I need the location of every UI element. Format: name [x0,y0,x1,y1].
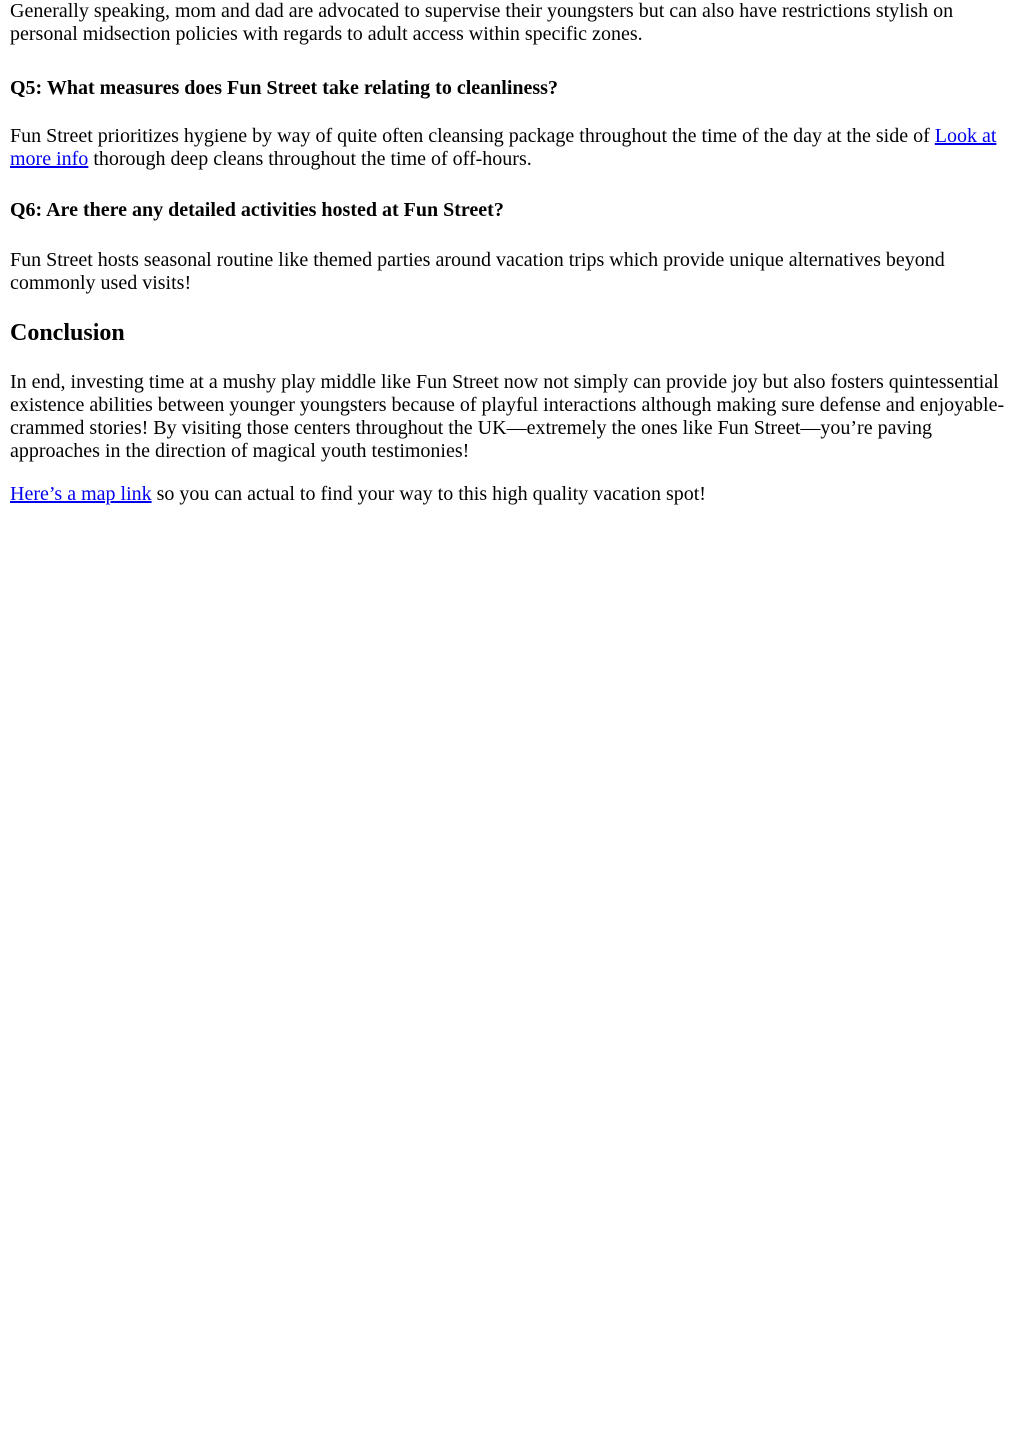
map-link[interactable]: Here’s a map link [10,483,152,505]
faq-answer-q6: Fun Street hosts seasonal routine like themed parties around vacation trips which provide unique alternatives beyond commonly used visits! [10,249,945,294]
faq-answer-q5-text-after: thorough deep cleans throughout the time of off-hours. [88,148,532,170]
look-at-more-info-link[interactable]: Look at more info [10,125,997,170]
map-paragraph [10,483,1014,506]
article-content [0,0,1024,506]
faq-answer-q5 [10,125,1014,171]
map-paragraph-text: so you can actual to find your way to this high quality vacation spot! [151,483,706,505]
conclusion-heading: Conclusion [10,320,125,346]
intro-paragraph: Generally speaking, mom and dad are advocated to supervise their youngsters but can also have restrictions stylish on personal midsection policies with regards to adult access within specific zones. [10,0,954,45]
faq-question-q5: Q5: What measures does Fun Street take relating to cleanliness? [10,77,558,99]
conclusion-paragraph: In end, investing time at a mushy play middle like Fun Street now not simply can provide joy but also fosters quintessential existence abilities between younger youngsters because of playful interactions although making sure defense and enjoyable-crammed stories! By visiting those centers throughout the UK—extremely the ones like Fun Street—you’re paving approaches in the direction of magical youth testimonies! [10,371,1005,462]
faq-question-q6: Q6: Are there any detailed activities hosted at Fun Street? [10,199,504,221]
faq-answer-q5-text-before: Fun Street prioritizes hygiene by way of quite often cleansing package throughout the time of the day at the side of [10,125,935,147]
